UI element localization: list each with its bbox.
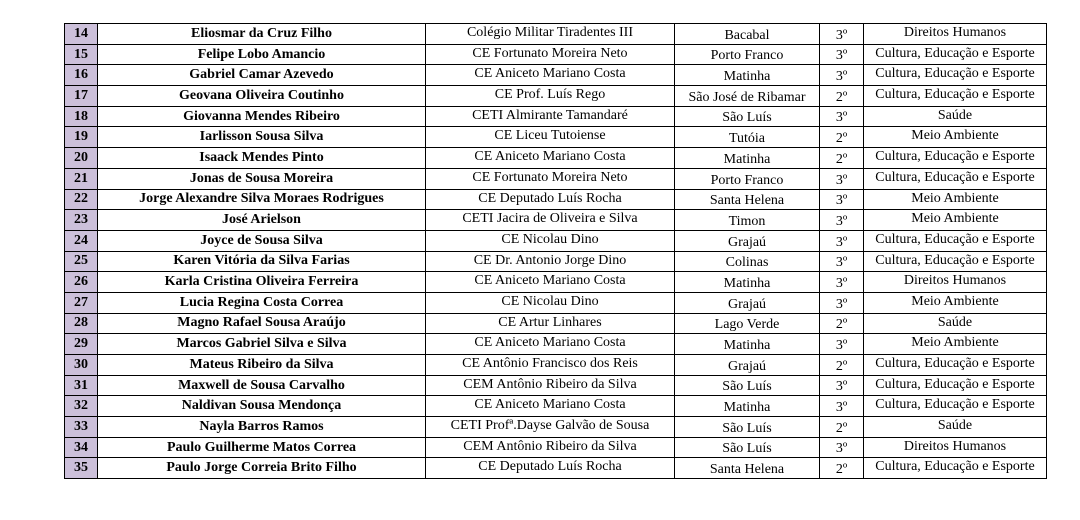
area-cell: Direitos Humanos <box>864 437 1047 458</box>
school-cell: CE Deputado Luís Rocha <box>426 189 675 210</box>
school-cell: CE Nicolau Dino <box>426 230 675 251</box>
row-number-cell: 15 <box>65 44 98 65</box>
city-cell: Santa Helena <box>675 189 820 210</box>
city-cell: Grajaú <box>675 230 820 251</box>
table-row <box>65 292 1047 313</box>
city-cell: Bacabal <box>675 24 820 45</box>
city-cell: São Luís <box>675 106 820 127</box>
city-cell: Santa Helena <box>675 458 820 479</box>
row-number-cell: 30 <box>65 355 98 376</box>
row-number-cell: 16 <box>65 65 98 86</box>
school-cell: CE Dr. Antonio Jorge Dino <box>426 251 675 272</box>
school-cell: CE Aniceto Mariano Costa <box>426 334 675 355</box>
school-cell: CETI Almirante Tamandaré <box>426 106 675 127</box>
row-number-cell: 32 <box>65 396 98 417</box>
table-row <box>65 417 1047 438</box>
school-cell: CE Liceu Tutoiense <box>426 127 675 148</box>
student-name-cell: Felipe Lobo Amancio <box>98 44 426 65</box>
table-row <box>65 168 1047 189</box>
area-cell: Cultura, Educação e Esporte <box>864 458 1047 479</box>
student-roster-table <box>64 23 1047 479</box>
grade-cell: 3º <box>820 230 864 251</box>
grade-cell: 3º <box>820 44 864 65</box>
roster-body <box>65 24 1047 479</box>
row-number-cell: 18 <box>65 106 98 127</box>
grade-cell: 3º <box>820 251 864 272</box>
student-name-cell: Paulo Guilherme Matos Correa <box>98 437 426 458</box>
table-row <box>65 127 1047 148</box>
row-number-cell: 35 <box>65 458 98 479</box>
student-name-cell: Maxwell de Sousa Carvalho <box>98 375 426 396</box>
grade-cell: 3º <box>820 375 864 396</box>
grade-cell: 2º <box>820 458 864 479</box>
table-row <box>65 44 1047 65</box>
row-number-cell: 14 <box>65 24 98 45</box>
row-number-cell: 19 <box>65 127 98 148</box>
school-cell: CEM Antônio Ribeiro da Silva <box>426 437 675 458</box>
city-cell: Grajaú <box>675 292 820 313</box>
city-cell: Lago Verde <box>675 313 820 334</box>
student-name-cell: Gabriel Camar Azevedo <box>98 65 426 86</box>
area-cell: Cultura, Educação e Esporte <box>864 44 1047 65</box>
grade-cell: 3º <box>820 65 864 86</box>
student-name-cell: Mateus Ribeiro da Silva <box>98 355 426 376</box>
grade-cell: 3º <box>820 106 864 127</box>
city-cell: São Luís <box>675 437 820 458</box>
grade-cell: 3º <box>820 272 864 293</box>
area-cell: Meio Ambiente <box>864 210 1047 231</box>
city-cell: Matinha <box>675 148 820 169</box>
table-row <box>65 65 1047 86</box>
city-cell: Matinha <box>675 272 820 293</box>
grade-cell: 2º <box>820 148 864 169</box>
table-row <box>65 86 1047 107</box>
student-name-cell: Giovanna Mendes Ribeiro <box>98 106 426 127</box>
table-row <box>65 396 1047 417</box>
area-cell: Saúde <box>864 313 1047 334</box>
grade-cell: 3º <box>820 292 864 313</box>
school-cell: CE Antônio Francisco dos Reis <box>426 355 675 376</box>
table-row <box>65 251 1047 272</box>
city-cell: Timon <box>675 210 820 231</box>
row-number-cell: 22 <box>65 189 98 210</box>
table-row <box>65 189 1047 210</box>
area-cell: Cultura, Educação e Esporte <box>864 375 1047 396</box>
school-cell: CE Aniceto Mariano Costa <box>426 396 675 417</box>
table-row <box>65 334 1047 355</box>
row-number-cell: 20 <box>65 148 98 169</box>
grade-cell: 2º <box>820 127 864 148</box>
school-cell: CE Nicolau Dino <box>426 292 675 313</box>
grade-cell: 3º <box>820 24 864 45</box>
student-name-cell: Geovana Oliveira Coutinho <box>98 86 426 107</box>
school-cell: CE Deputado Luís Rocha <box>426 458 675 479</box>
row-number-cell: 27 <box>65 292 98 313</box>
row-number-cell: 33 <box>65 417 98 438</box>
table-row <box>65 437 1047 458</box>
table-row <box>65 375 1047 396</box>
grade-cell: 3º <box>820 168 864 189</box>
school-cell: CE Aniceto Mariano Costa <box>426 148 675 169</box>
city-cell: Matinha <box>675 65 820 86</box>
row-number-cell: 31 <box>65 375 98 396</box>
area-cell: Saúde <box>864 417 1047 438</box>
school-cell: CEM Antônio Ribeiro da Silva <box>426 375 675 396</box>
table-row <box>65 272 1047 293</box>
school-cell: CE Fortunato Moreira Neto <box>426 44 675 65</box>
area-cell: Meio Ambiente <box>864 334 1047 355</box>
area-cell: Meio Ambiente <box>864 292 1047 313</box>
grade-cell: 2º <box>820 355 864 376</box>
student-name-cell: Paulo Jorge Correia Brito Filho <box>98 458 426 479</box>
student-name-cell: Jorge Alexandre Silva Moraes Rodrigues <box>98 189 426 210</box>
student-name-cell: Eliosmar da Cruz Filho <box>98 24 426 45</box>
area-cell: Cultura, Educação e Esporte <box>864 86 1047 107</box>
table-row <box>65 148 1047 169</box>
city-cell: Colinas <box>675 251 820 272</box>
table-row <box>65 230 1047 251</box>
area-cell: Direitos Humanos <box>864 24 1047 45</box>
table-row <box>65 313 1047 334</box>
city-cell: Matinha <box>675 396 820 417</box>
student-name-cell: Nayla Barros Ramos <box>98 417 426 438</box>
city-cell: São Luís <box>675 417 820 438</box>
school-cell: CETI Jacira de Oliveira e Silva <box>426 210 675 231</box>
city-cell: São José de Ribamar <box>675 86 820 107</box>
student-name-cell: Lucia Regina Costa Correa <box>98 292 426 313</box>
table-row <box>65 458 1047 479</box>
grade-cell: 3º <box>820 210 864 231</box>
grade-cell: 2º <box>820 417 864 438</box>
city-cell: Porto Franco <box>675 168 820 189</box>
student-name-cell: José Arielson <box>98 210 426 231</box>
student-name-cell: Marcos Gabriel Silva e Silva <box>98 334 426 355</box>
city-cell: Tutóia <box>675 127 820 148</box>
area-cell: Cultura, Educação e Esporte <box>864 230 1047 251</box>
school-cell: CE Aniceto Mariano Costa <box>426 65 675 86</box>
student-name-cell: Karen Vitória da Silva Farias <box>98 251 426 272</box>
grade-cell: 3º <box>820 437 864 458</box>
student-name-cell: Isaack Mendes Pinto <box>98 148 426 169</box>
city-cell: Matinha <box>675 334 820 355</box>
row-number-cell: 34 <box>65 437 98 458</box>
school-cell: CE Artur Linhares <box>426 313 675 334</box>
area-cell: Cultura, Educação e Esporte <box>864 148 1047 169</box>
row-number-cell: 29 <box>65 334 98 355</box>
area-cell: Saúde <box>864 106 1047 127</box>
area-cell: Cultura, Educação e Esporte <box>864 396 1047 417</box>
student-name-cell: Joyce de Sousa Silva <box>98 230 426 251</box>
area-cell: Direitos Humanos <box>864 272 1047 293</box>
row-number-cell: 25 <box>65 251 98 272</box>
area-cell: Cultura, Educação e Esporte <box>864 168 1047 189</box>
city-cell: São Luís <box>675 375 820 396</box>
school-cell: CE Aniceto Mariano Costa <box>426 272 675 293</box>
city-cell: Grajaú <box>675 355 820 376</box>
city-cell: Porto Franco <box>675 44 820 65</box>
student-name-cell: Naldivan Sousa Mendonça <box>98 396 426 417</box>
grade-cell: 3º <box>820 396 864 417</box>
grade-cell: 2º <box>820 86 864 107</box>
table-row <box>65 24 1047 45</box>
student-name-cell: Magno Rafael Sousa Araújo <box>98 313 426 334</box>
school-cell: CE Fortunato Moreira Neto <box>426 168 675 189</box>
row-number-cell: 26 <box>65 272 98 293</box>
student-name-cell: Jonas de Sousa Moreira <box>98 168 426 189</box>
grade-cell: 3º <box>820 334 864 355</box>
area-cell: Cultura, Educação e Esporte <box>864 65 1047 86</box>
area-cell: Meio Ambiente <box>864 127 1047 148</box>
grade-cell: 3º <box>820 189 864 210</box>
area-cell: Meio Ambiente <box>864 189 1047 210</box>
school-cell: Colégio Militar Tiradentes III <box>426 24 675 45</box>
row-number-cell: 23 <box>65 210 98 231</box>
table-row <box>65 210 1047 231</box>
student-name-cell: Karla Cristina Oliveira Ferreira <box>98 272 426 293</box>
school-cell: CETI Profª.Dayse Galvão de Sousa <box>426 417 675 438</box>
table-row <box>65 355 1047 376</box>
row-number-cell: 21 <box>65 168 98 189</box>
area-cell: Cultura, Educação e Esporte <box>864 251 1047 272</box>
grade-cell: 2º <box>820 313 864 334</box>
student-name-cell: Iarlisson Sousa Silva <box>98 127 426 148</box>
school-cell: CE Prof. Luís Rego <box>426 86 675 107</box>
row-number-cell: 28 <box>65 313 98 334</box>
row-number-cell: 17 <box>65 86 98 107</box>
area-cell: Cultura, Educação e Esporte <box>864 355 1047 376</box>
row-number-cell: 24 <box>65 230 98 251</box>
table-row <box>65 106 1047 127</box>
